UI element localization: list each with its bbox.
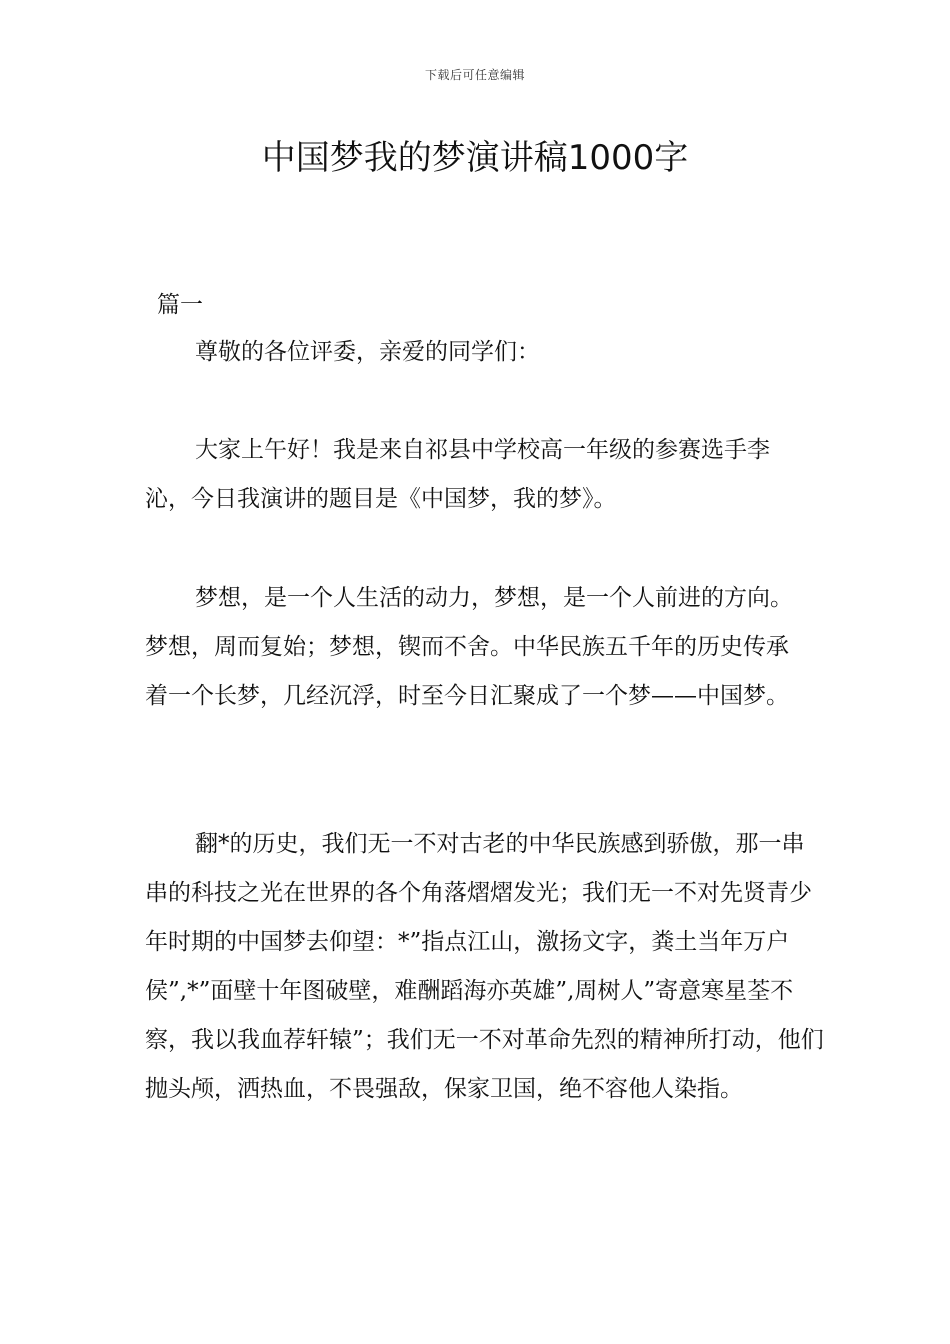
paragraph-history: 翻*的历史，我们无一不对古老的中华民族感到骄傲，那一串串的科技之光在世界的各个角落熠熠发光；我们无一不对先贤青少年时期的中国梦去仰望：*”指点江山，激扬文字，粪土当年万户侯”,*”面壁十年图破壁，难酬蹈海亦英雄”,周树人”寄意寒星荃不察，我以我血荐轩辕”；我们无一不对革命先烈的精神所打动，他们抛头颅，洒热血，不畏强敌，保家卫国，绝不容他人染指。 [145,831,824,1102]
document-title: 中国梦我的梦演讲稿1000字 [261,138,689,178]
paragraph-greeting: 尊敬的各位评委，亲爱的同学们： [195,339,540,365]
header-note: 下载后可任意编辑 [424,68,525,82]
paragraph-introduction: 大家上午好！我是来自祁县中学校高一年级的参赛选手李沁，今日我演讲的题目是《中国梦，我的梦》。 [145,437,770,512]
section-label: 篇一 [157,292,203,318]
paragraph-dream: 梦想，是一个人生活的动力，梦想，是一个人前进的方向。梦想，周而复始；梦想，锲而不舍。中华民族五千年的历史传承着一个长梦，几经沉浮，时至今日汇聚成了一个梦——中国梦。 [145,585,793,709]
